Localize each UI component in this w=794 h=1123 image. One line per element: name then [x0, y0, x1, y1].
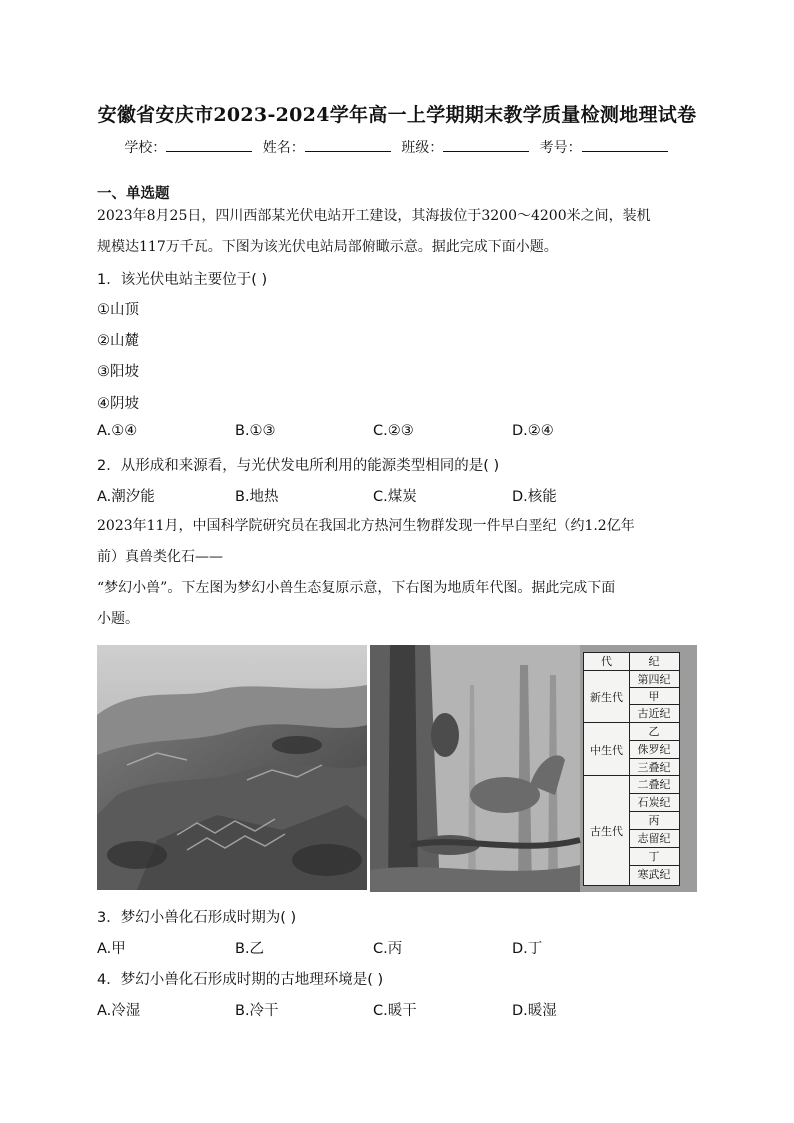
period-triassic: 三叠纪	[629, 758, 679, 776]
period-permian: 二叠纪	[629, 775, 679, 793]
period-silurian: 志留纪	[629, 829, 679, 847]
geological-time-table	[583, 652, 680, 886]
table-header-period: 纪	[648, 655, 660, 668]
period-paleogene: 古近纪	[629, 704, 679, 722]
q1-option-d[interactable]: D.②④	[512, 423, 554, 439]
period-carboniferous: 石炭纪	[629, 793, 679, 811]
q1-option-c[interactable]: C.②③	[373, 423, 414, 439]
q2-option-a[interactable]: A.潮汐能	[97, 489, 155, 505]
period-bing: 丙	[629, 811, 679, 829]
period-jia: 甲	[629, 687, 679, 705]
era-mesozoic: 中生代	[584, 722, 629, 776]
passage2-line2: 前）真兽类化石——	[97, 549, 223, 565]
q2-option-d[interactable]: D.核能	[512, 489, 557, 505]
class-blank	[443, 139, 529, 152]
student-info-line	[0, 137, 794, 157]
exam-number-label: 考号：	[539, 140, 582, 156]
period-cambrian: 寒武纪	[629, 865, 679, 883]
passage2-line1: 2023年11月，中国科学院研究员在我国北方热河生物群发现一件早白垩纪（约1.2亿年	[97, 518, 635, 534]
q2-option-b[interactable]: B.地热	[235, 489, 279, 505]
q4-option-a[interactable]: A.冷湿	[97, 1003, 141, 1019]
class-label: 班级：	[401, 140, 444, 156]
document-title: 安徽省安庆市2023-2024学年高一上学期期末教学质量检测地理试卷	[97, 104, 697, 126]
exam-number-blank	[582, 139, 668, 152]
passage1-line2: 规模达117万千瓦。下图为该光伏电站局部俯瞰示意。据此完成下面小题。	[97, 239, 558, 255]
q1-item-1: ①山顶	[97, 302, 139, 318]
section-heading: 一、单选题	[97, 186, 170, 202]
era-paleozoic: 古生代	[584, 775, 629, 886]
passage2-line3: “梦幻小兽”。下左图为梦幻小兽生态复原示意，下右图为地质年代图。据此完成下面	[97, 580, 616, 596]
solar-station-aerial-photo	[97, 645, 367, 890]
period-jurassic: 侏罗纪	[629, 740, 679, 758]
q1-item-3: ③阳坡	[97, 364, 139, 380]
question-1-stem: 1．该光伏电站主要位于( )	[97, 272, 268, 288]
q4-option-c[interactable]: C.暖干	[373, 1003, 417, 1019]
q1-option-b[interactable]: B.①③	[235, 423, 276, 439]
q3-option-b[interactable]: B.乙	[235, 941, 265, 957]
question-4-stem: 4．梦幻小兽化石形成时期的古地理环境是( )	[97, 972, 384, 988]
q3-option-c[interactable]: C.丙	[373, 941, 403, 957]
q4-option-d[interactable]: D.暖湿	[512, 1003, 557, 1019]
q1-item-4: ④阴坡	[97, 396, 139, 412]
period-yi: 乙	[629, 722, 679, 740]
school-blank	[166, 139, 252, 152]
question-3-stem: 3．梦幻小兽化石形成时期为( )	[97, 910, 297, 926]
q1-option-a[interactable]: A.①④	[97, 423, 138, 439]
era-cenozoic: 新生代	[584, 670, 629, 723]
q2-option-c[interactable]: C.煤炭	[373, 489, 417, 505]
q3-option-d[interactable]: D.丁	[512, 941, 543, 957]
period-quaternary: 第四纪	[629, 670, 679, 688]
school-label: 学校：	[124, 140, 167, 156]
q1-item-2: ②山麓	[97, 333, 139, 349]
table-header-era: 代	[601, 655, 612, 668]
passage2-line4: 小题。	[97, 611, 139, 627]
q4-option-b[interactable]: B.冷干	[235, 1003, 279, 1019]
passage1-line1: 2023年8月25日，四川西部某光伏电站开工建设，其海拔位于3200～4200米之间，装机	[97, 208, 651, 224]
period-ding: 丁	[629, 847, 679, 865]
name-label: 姓名：	[262, 140, 305, 156]
name-blank	[305, 139, 391, 152]
question-2-stem: 2．从形成和来源看，与光伏发电所利用的能源类型相同的是( )	[97, 458, 500, 474]
q3-option-a[interactable]: A.甲	[97, 941, 126, 957]
